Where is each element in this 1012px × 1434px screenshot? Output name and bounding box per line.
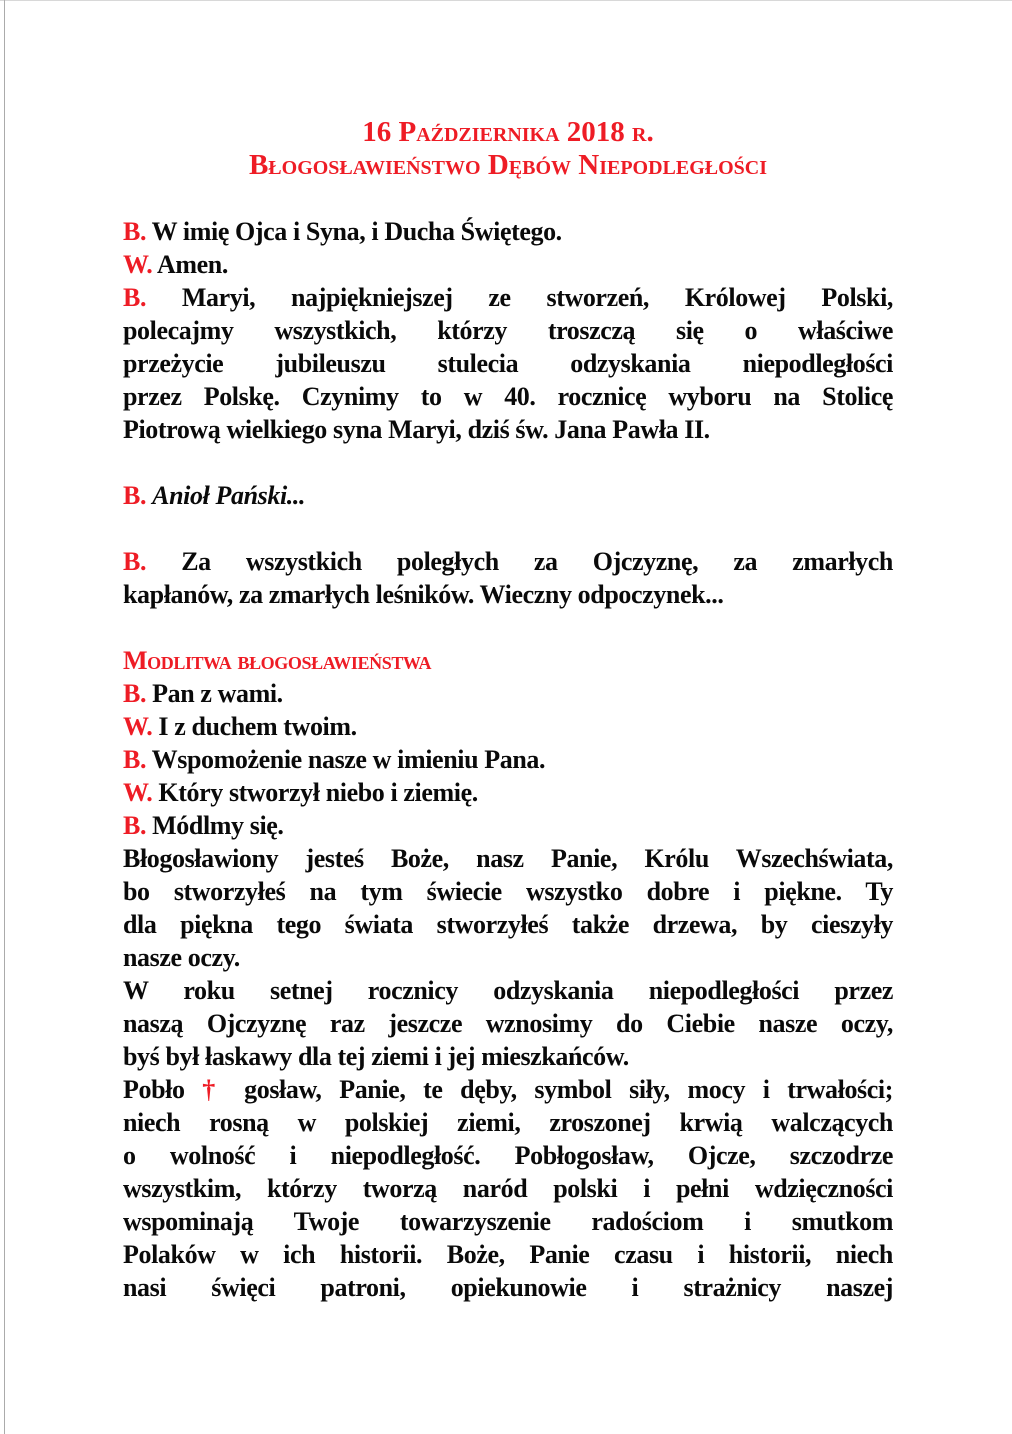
body-text-run: Który stworzył niebo i ziemię. (152, 778, 478, 807)
angelus-block (123, 479, 893, 512)
title-block (123, 116, 893, 182)
text-line (123, 347, 893, 380)
text-line (123, 1073, 893, 1106)
text-line (123, 974, 893, 1007)
red-speaker-prefix: B. (123, 481, 147, 510)
body-text-run: nasze oczy. (123, 943, 240, 972)
text-line (123, 710, 893, 743)
text-line (123, 644, 893, 677)
text-line (123, 842, 893, 875)
red-speaker-prefix: B. (123, 547, 147, 576)
body-text-run: Wspomożenie nasze w imieniu Pana. (146, 745, 546, 774)
marian-commendation-paragraph (123, 281, 893, 446)
red-speaker-prefix: Modlitwa błogosławieństwa (123, 646, 432, 675)
body-text-run: przeżycie jubileuszu stulecia odzyskania niepodległości (123, 349, 893, 378)
body-text-run: polecajmy wszystkich, którzy troszczą się o właściwe (123, 316, 893, 345)
centenary-paragraph (123, 974, 893, 1073)
body-text-run: dla piękna tego świata stworzyłeś także drzewa, by cieszyły (123, 910, 893, 939)
body-text-run: bo stworzyłeś na tym świecie wszystko dobre i piękne. Ty (123, 877, 893, 906)
body-text-run: wspominają Twoje towarzyszenie radościom i smutkom (123, 1207, 893, 1236)
body-text-run: Piotrową wielkiego syna Maryi, dziś św. Jana Pawła II. (123, 415, 710, 444)
blessing-dialogue-block (123, 677, 893, 842)
oak-blessing-paragraph (123, 1073, 893, 1304)
body-text-run: kapłanów, za zmarłych leśników. Wieczny odpoczynek... (123, 580, 724, 609)
red-speaker-prefix: B. (123, 811, 147, 840)
body-text-run: Polaków w ich historii. Boże, Panie czasu i historii, niech (123, 1240, 893, 1269)
text-line (123, 1106, 893, 1139)
intercession-paragraph (123, 545, 893, 611)
text-line (123, 578, 893, 611)
body-text-run: przez Polskę. Czynimy to w 40. rocznicę wyboru na Stolicę (123, 382, 893, 411)
body-text-run: gosław, Panie, te dęby, symbol siły, mocy i trwałości; (226, 1075, 893, 1104)
blessing-cross-icon: † (202, 1075, 227, 1104)
body-text-run: wszystkim, którzy tworzą naród polski i pełni wdzięczności (123, 1174, 893, 1203)
text-line (123, 380, 893, 413)
red-speaker-prefix: Błogosławieństwo Dębów Niepodległości (248, 149, 768, 181)
body-text-run: naszą Ojczyznę raz jeszcze wznosimy do Ciebie nasze oczy, (123, 1009, 893, 1038)
text-line (123, 1007, 893, 1040)
body-text-run: byś był łaskawy dla tej ziemi i jej mieszkańców. (123, 1042, 629, 1071)
section-heading-block (123, 644, 893, 677)
text-line (123, 1139, 893, 1172)
text-line (123, 314, 893, 347)
red-speaker-prefix: B. (123, 679, 147, 708)
red-speaker-prefix: W. (123, 250, 153, 279)
red-speaker-prefix: 16 Października 2018 r. (362, 116, 654, 148)
body-text-run: Za wszystkich poległych za Ojczyznę, za zmarłych (146, 547, 893, 576)
text-line (123, 809, 893, 842)
text-line (123, 743, 893, 776)
red-speaker-prefix: B. (123, 745, 147, 774)
body-text-run: Pan z wami. (146, 679, 283, 708)
body-text-run: Amen. (152, 250, 228, 279)
text-line (123, 1172, 893, 1205)
opening-dialogue-block (123, 215, 893, 281)
body-text-run: o wolność i niepodległość. Pobłogosław, Ojcze, szczodrze (123, 1141, 893, 1170)
text-line (123, 116, 893, 149)
text-line (123, 479, 893, 512)
text-line (123, 281, 893, 314)
text-line (123, 149, 893, 182)
text-line (123, 1271, 893, 1304)
red-speaker-prefix: W. (123, 778, 153, 807)
text-line (123, 413, 893, 446)
red-speaker-prefix: B. (123, 217, 147, 246)
text-line (123, 941, 893, 974)
body-text-run: niech rosną w polskiej ziemi, zroszonej krwią walczących (123, 1108, 893, 1137)
text-line (123, 677, 893, 710)
text-line (123, 1205, 893, 1238)
body-text-run: I z duchem twoim. (152, 712, 357, 741)
body-text-run: Anioł Pański... (152, 481, 306, 510)
text-line (123, 215, 893, 248)
text-line (123, 908, 893, 941)
red-speaker-prefix: W. (123, 712, 153, 741)
body-text-run: Pobło (123, 1075, 203, 1104)
body-text-run: W imię Ojca i Syna, i Ducha Świętego. (146, 217, 562, 246)
body-text-run: W roku setnej rocznicy odzyskania niepodległości przez (123, 976, 893, 1005)
red-speaker-prefix: B. (123, 283, 147, 312)
body-text-run: Maryi, najpiękniejszej ze stworzeń, Królowej Polski, (146, 283, 893, 312)
text-line (123, 875, 893, 908)
text-line (123, 1040, 893, 1073)
body-text-run: Błogosławiony jesteś Boże, nasz Panie, Królu Wszechświata, (123, 844, 893, 873)
text-line (123, 545, 893, 578)
creation-praise-paragraph (123, 842, 893, 974)
text-line (123, 1238, 893, 1271)
text-line (123, 248, 893, 281)
body-text-run: Módlmy się. (146, 811, 284, 840)
body-text-run: nasi święci patroni, opiekunowie i strażnicy naszej (123, 1273, 893, 1302)
text-line (123, 776, 893, 809)
